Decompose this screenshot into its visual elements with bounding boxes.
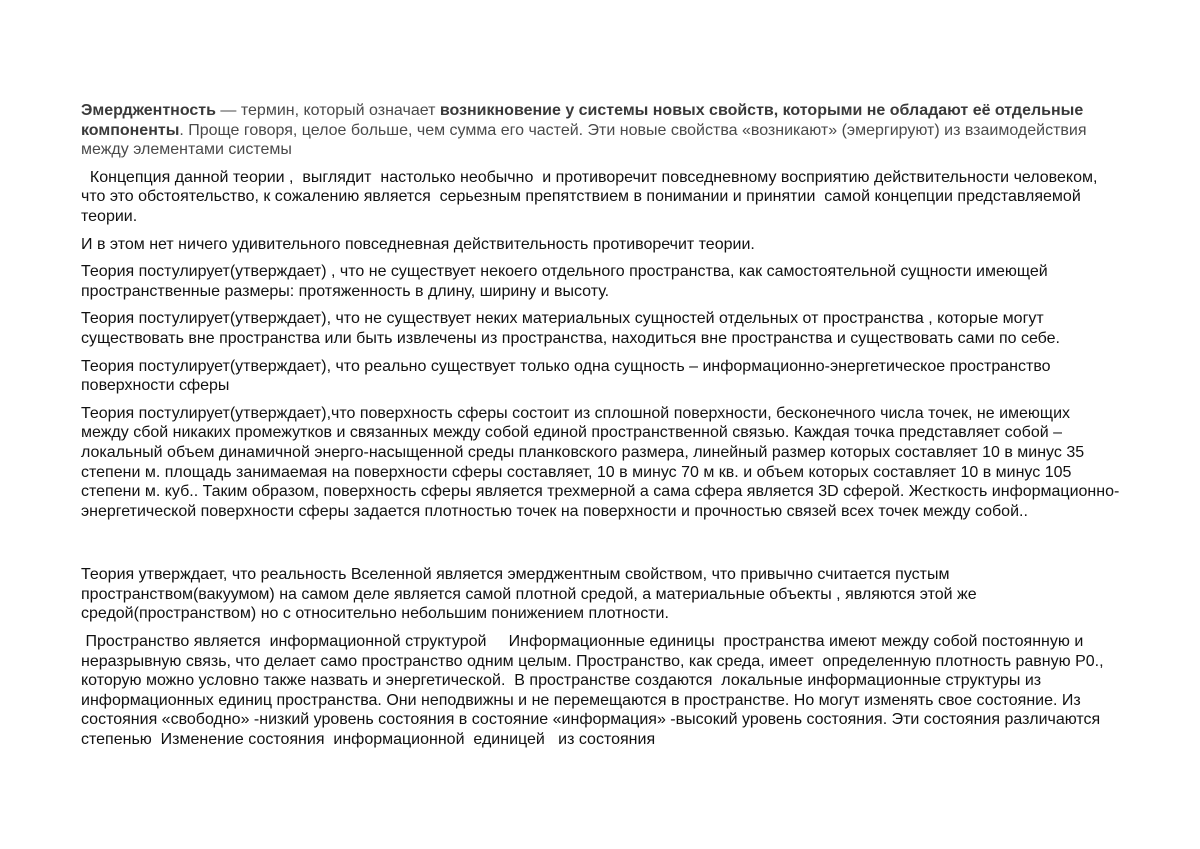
paragraph-postulate-single-entity: Теория постулирует(утверждает), что реально существует только одна сущность – информационно-энергетическое пространство поверхности сферы bbox=[81, 357, 1051, 395]
intro-text-part2: . Проще говоря, целое больше, чем сумма его частей. Эти новые свойства «возникают» (эмергируют) из взаимодействия между элементами системы bbox=[81, 121, 1087, 159]
paragraph-postulate-matter: Теория постулирует(утверждает), что не существует неких материальных сущностей отдельных от пространства , которые могут существовать вне пространства или быть извлечены из пространства, находиться вне пространства и существовать сами по себе. bbox=[81, 310, 1060, 347]
paragraph-spacer bbox=[81, 529, 1121, 565]
intro-bold-definition: возникновение у системы новых свойств, которыми не обладают её отдельные компоненты bbox=[81, 102, 1084, 139]
intro-paragraph bbox=[81, 101, 1121, 160]
paragraph-postulate-sphere-surface: Теория постулирует(утверждает),что поверхность сферы состоит из сплошной поверхности, бесконечного числа точек, не имеющих между сбой никаких промежутков и связанных между собой единой пространственной связью. Каждая точка представляет собой – локальный объем динамичной энерго-насыщенной среды планковского размера, линейный размер которых составляет 10 в минус 35 степени м. площадь занимаемая на поверхности сферы составляет, 10 в минус 70 м кв. и объем которых составляет 10 в минус 105 степени м. куб.. Таким образом, поверхность сферы является трехмерной а сама сфера является 3D сферой. Жесткость информационно-энергетической поверхности сферы задается плотностью точек на поверхности и прочностью связей всех точек между собой.. bbox=[81, 404, 1120, 520]
document-page bbox=[81, 101, 1121, 758]
paragraph-postulate-space: Теория постулирует(утверждает) , что не существует некоего отдельного пространства, как самостоятельной сущности имеющей пространственные размеры: протяженность в длину, ширину и высоту. bbox=[81, 263, 1048, 300]
paragraph-emergent-reality: Теория утверждает, что реальность Вселенной является эмерджентным свойством, что привычно считается пустым пространством(вакуумом) на самом деле является самой плотной средой, а материальные объекты , являются этой же средой(пространством) но с относительно небольшим понижением плотности. bbox=[81, 566, 977, 623]
paragraph-concept: Концепция данной теории , выглядит настолько необычно и противоречит повседневному восприятию действительности человеком, что это обстоятельство, к сожалению является серьезным препятствием в понимании и принятии самой концепции представляемой теории. bbox=[81, 168, 1102, 225]
intro-text-part1: — термин, который означает bbox=[215, 102, 440, 119]
term-emergence: Эмерджентность bbox=[81, 102, 216, 119]
paragraph-information-structure: Пространство является информационной структурой Информационные единицы пространства имеют между собой постоянную и неразрывную связь, что делает само пространство одним целым. Пространство, как среда, имеет определенную плотность равную Р0., которую можно условно также назвать и энергетической. В пространстве создаются локальные информационные структуры из информационных единиц пространства. Они неподвижны и не перемещаются в пространстве. Но могут изменять свое состояние. Из состояния «свободно» -низкий уровень состояния в состояние «информация» -высокий уровень состояния. Эти состояния различаются степенью Изменение состояния информационной единицей из состояния bbox=[81, 633, 1110, 749]
paragraph-no-surprise: И в этом нет ничего удивительного повседневная действительность противоречит теории. bbox=[81, 235, 755, 253]
